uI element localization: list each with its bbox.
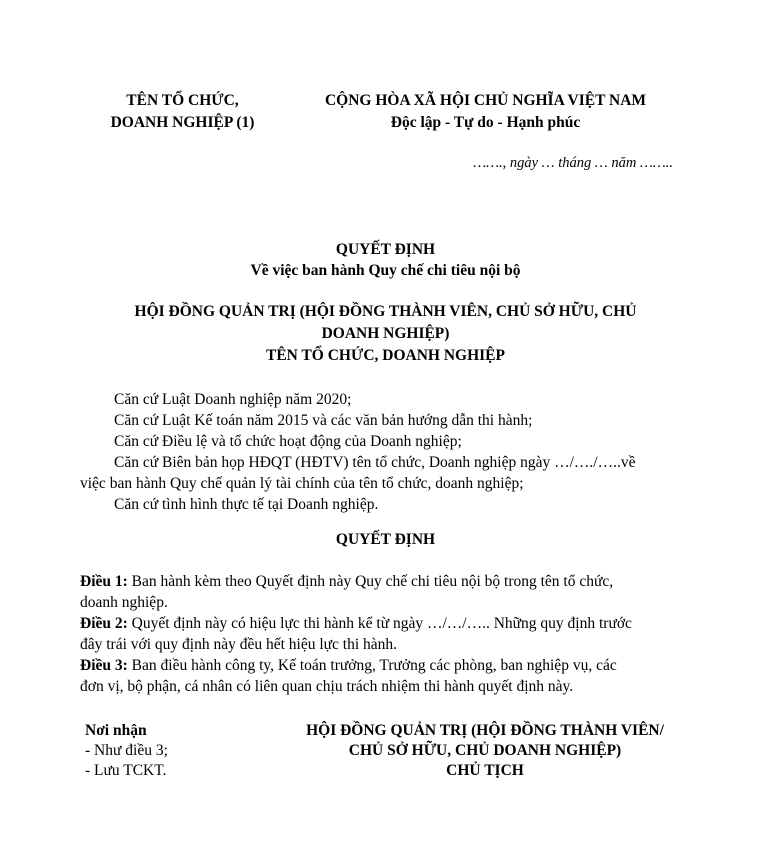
article-1 xyxy=(80,571,680,592)
document-title-block xyxy=(60,239,711,281)
nation-motto: Độc lập - Tự do - Hạnh phúc xyxy=(390,114,581,131)
articles xyxy=(80,571,680,697)
article-label: Điều 2: xyxy=(80,615,128,632)
issuing-board-block xyxy=(60,301,711,367)
article-3-continuation: đơn vị, bộ phận, cá nhân có liên quan chịu trách nhiệm thi hành quyết định này. xyxy=(80,678,574,695)
basis-item: Căn cứ Luật Doanh nghiệp năm 2020; xyxy=(114,391,352,408)
basis-item-continuation: việc ban hành Quy chế quản lý tài chính của tên tổ chức, doanh nghiệp; xyxy=(80,475,524,492)
article-text: Quyết định này có hiệu lực thi hành kể từ ngày …/…/….. Những quy định trước xyxy=(127,615,632,632)
signature-block xyxy=(290,721,680,781)
recipient-item: - Lưu TCKT. xyxy=(85,762,167,779)
board-line2: DOANH NGHIỆP) xyxy=(321,325,450,342)
recipients-block xyxy=(85,721,285,781)
decision-heading: QUYẾT ĐỊNH xyxy=(335,531,436,548)
signature-line1: HỘI ĐỒNG QUẢN TRỊ (HỘI ĐỒNG THÀNH VIÊN/ xyxy=(306,722,664,739)
signature-title: CHỦ TỊCH xyxy=(446,762,524,779)
document-subject: Về việc ban hành Quy chế chi tiêu nội bộ xyxy=(250,262,521,279)
article-label: Điều 1: xyxy=(80,573,128,590)
article-text: Ban điều hành công ty, Kế toán trưởng, Trưởng các phòng, ban nghiệp vụ, các xyxy=(127,657,617,674)
organization-name-block xyxy=(95,90,270,134)
legal-bases xyxy=(80,389,680,515)
board-line3: TÊN TỔ CHỨC, DOANH NGHIỆP xyxy=(266,347,505,364)
article-1-continuation: doanh nghiệp. xyxy=(80,594,168,611)
article-2 xyxy=(80,613,680,634)
org-name-line2: DOANH NGHIỆP (1) xyxy=(110,114,255,131)
recipient-item: - Như điều 3; xyxy=(85,742,168,759)
article-3 xyxy=(80,655,680,676)
national-title-block xyxy=(298,90,673,134)
nation-title: CỘNG HÒA XÃ HỘI CHỦ NGHĨA VIỆT NAM xyxy=(324,92,647,109)
org-name-line1: TÊN TỔ CHỨC, xyxy=(126,92,239,109)
article-text: Ban hành kèm theo Quyết định này Quy chế chi tiêu nội bộ trong tên tổ chức, xyxy=(127,573,614,590)
board-line1: HỘI ĐỒNG QUẢN TRỊ (HỘI ĐỒNG THÀNH VIÊN, CHỦ SỞ HỮU, CHỦ xyxy=(134,303,637,320)
basis-item: Căn cứ Điều lệ và tổ chức hoạt động của Doanh nghiệp; xyxy=(114,433,462,450)
article-label: Điều 3: xyxy=(80,657,128,674)
date-line: ……., ngày … tháng … năm …….. xyxy=(473,155,673,171)
basis-item: Căn cứ tình hình thực tế tại Doanh nghiệp. xyxy=(114,496,379,513)
basis-item: Căn cứ Biên bản họp HĐQT (HĐTV) tên tổ chức, Doanh nghiệp ngày …/…./…..về xyxy=(114,454,636,471)
document-title: QUYẾT ĐỊNH xyxy=(335,241,436,258)
article-2-continuation: đây trái với quy định này đều hết hiệu lực thi hành. xyxy=(80,636,398,653)
basis-item: Căn cứ Luật Kế toán năm 2015 và các văn bản hướng dẫn thi hành; xyxy=(114,412,533,429)
signature-line2: CHỦ SỞ HỮU, CHỦ DOANH NGHIỆP) xyxy=(348,742,622,759)
recipients-heading: Nơi nhận xyxy=(85,722,147,739)
